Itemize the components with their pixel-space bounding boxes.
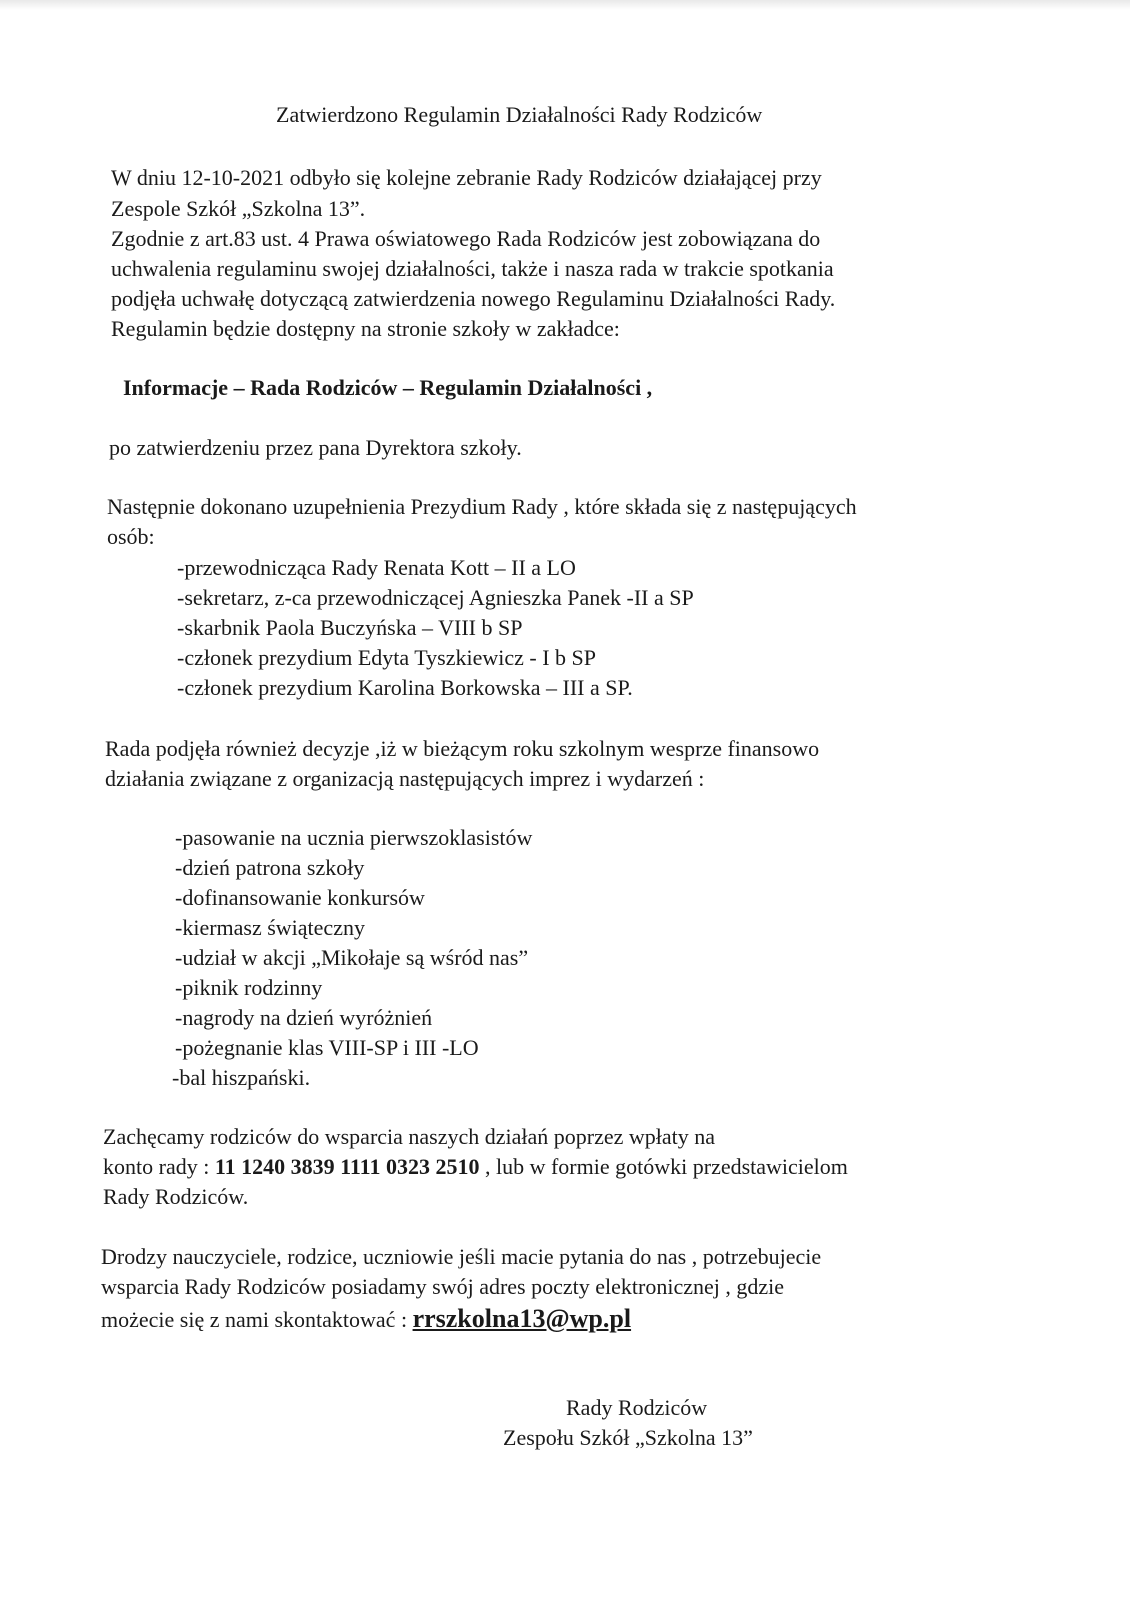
- intro-line: Zespole Szkół „Szkolna 13”.: [111, 196, 366, 221]
- presidium-member: -członek prezydium Edyta Tyszkiewicz - I b SP: [177, 645, 596, 670]
- presidium-member: -skarbnik Paola Buczyńska – VIII b SP: [177, 615, 523, 640]
- support-line: Zachęcamy rodziców do wsparcia naszych działań poprzez wpłaty na: [103, 1124, 716, 1149]
- contact-email-line: [101, 1306, 631, 1332]
- regulation-location: Informacje – Rada Rodziców – Regulamin Działalności ,: [123, 375, 653, 400]
- signature-line: Rady Rodziców: [566, 1395, 708, 1420]
- approval-note: po zatwierdzeniu przez pana Dyrektora szkoły.: [109, 435, 522, 460]
- events-intro-line: działania związane z organizacją następujących imprez i wydarzeń :: [105, 766, 705, 791]
- event-item: -kiermasz świąteczny: [175, 915, 365, 940]
- intro-line: Regulamin będzie dostępny na stronie szkoły w zakładce:: [111, 316, 620, 341]
- events-intro-line: Rada podjęła również decyzje ,iż w bieżącym roku szkolnym wesprze finansowo: [105, 736, 820, 761]
- contact-line: wsparcia Rady Rodziców posiadamy swój adres poczty elektronicznej , gdzie: [101, 1274, 784, 1299]
- event-item: -nagrody na dzień wyróżnień: [175, 1005, 433, 1030]
- contact-line: Drodzy nauczyciele, rodzice, uczniowie jeśli macie pytania do nas , potrzebujecie: [101, 1244, 822, 1269]
- presidium-member: -członek prezydium Karolina Borkowska – III a SP.: [177, 675, 633, 700]
- intro-line: W dniu 12-10-2021 odbyło się kolejne zebranie Rady Rodziców działającej przy: [111, 165, 822, 190]
- event-item: -pożegnanie klas VIII-SP i III -LO: [175, 1035, 479, 1060]
- event-item: -dzień patrona szkoły: [175, 855, 365, 880]
- support-line: Rady Rodziców.: [103, 1184, 249, 1209]
- account-suffix: , lub w formie gotówki przedstawicielom: [479, 1154, 848, 1179]
- event-item: -bal hiszpański.: [172, 1065, 311, 1090]
- presidium-member: -sekretarz, z-ca przewodniczącej Agnieszka Panek -II a SP: [177, 585, 694, 610]
- bank-account-number: 11 1240 3839 1111 0323 2510: [214, 1154, 480, 1179]
- intro-line: podjęła uchwałę dotyczącą zatwierdzenia nowego Regulaminu Działalności Rady.: [111, 286, 836, 311]
- presidium-intro-line: osób:: [107, 524, 155, 549]
- signature-line: Zespołu Szkół „Szkolna 13”: [503, 1425, 753, 1450]
- email-link[interactable]: rrszkolna13@wp.pl: [412, 1304, 632, 1333]
- event-item: -dofinansowanie konkursów: [175, 885, 425, 910]
- event-item: -piknik rodzinny: [175, 975, 323, 1000]
- intro-line: uchwalenia regulaminu swojej działalności, także i nasza rada w trakcie spotkania: [111, 256, 834, 281]
- support-account-line: [103, 1156, 848, 1178]
- scan-edge-shadow: [0, 0, 1130, 10]
- event-item: -pasowanie na ucznia pierwszoklasistów: [175, 825, 533, 850]
- event-item: -udział w akcji „Mikołaje są wśród nas”: [175, 945, 529, 970]
- account-label: konto rady :: [103, 1154, 215, 1179]
- contact-prefix: możecie się z nami skontaktować :: [101, 1307, 413, 1332]
- presidium-intro-line: Następnie dokonano uzupełnienia Prezydium Rady , które składa się z następujących: [107, 494, 857, 519]
- presidium-member: -przewodnicząca Rady Renata Kott – II a LO: [177, 555, 576, 580]
- document-title: Zatwierdzono Regulamin Działalności Rady Rodziców: [276, 102, 763, 127]
- intro-line: Zgodnie z art.83 ust. 4 Prawa oświatowego Rada Rodziców jest zobowiązana do: [111, 226, 821, 251]
